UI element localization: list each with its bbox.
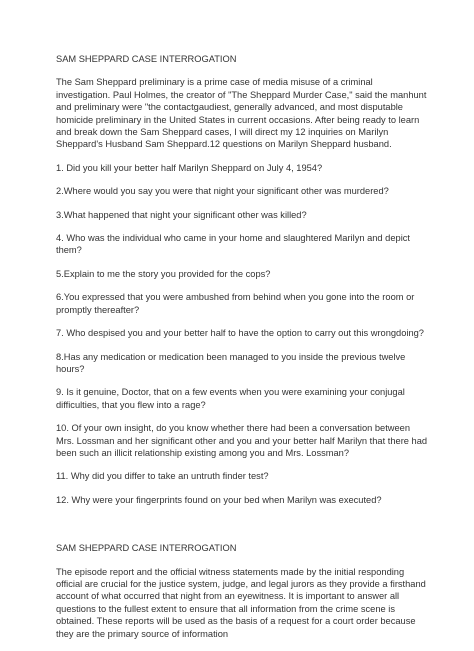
- question-10: 10. Of your own insight, do you know whether there had been a conversation between Mrs. Lossman and her significant other and you and your better half Marilyn that there had been such an illicit relationship existing among you and Mrs. Lossman?: [56, 423, 428, 458]
- question-5: 5.Explain to me the story you provided for the cops?: [56, 268, 271, 279]
- question-8: 8.Has any medication or medication been managed to you inside the previous twelve hours?: [56, 351, 406, 374]
- section2-heading: SAM SHEPPARD CASE INTERROGATION: [56, 543, 237, 554]
- question-list: [56, 162, 428, 506]
- question-7: 7. Who despised you and your better half to have the option to carry out this wrongdoing?: [56, 328, 424, 339]
- question-11: 11. Why did you differ to take an untruth finder test?: [56, 471, 269, 482]
- section1-heading: SAM SHEPPARD CASE INTERROGATION: [56, 54, 237, 64]
- section1-intro-paragraph: The Sam Sheppard preliminary is a prime case of media misuse of a criminal investigation. Paul Holmes, the creator of "The Sheppard Murder Case," said the manhunt and preliminary were "the contactgaudiest, generally advanced, and most disputable homicide preliminary in the United States in current occasions. After being ready to learn and break down the Sam Sheppard cases, I will direct my 12 inquiries on Marilyn Sheppard's Husband Sam Sheppard.12 questions on Marilyn Sheppard husband.: [56, 77, 427, 150]
- question-3: 3.What happened that night your significant other was killed?: [56, 209, 307, 220]
- question-9: 9. Is it genuine, Doctor, that on a few events when you were examining your conjugal difficulties, that you flew into a rage?: [56, 387, 405, 410]
- document-content: [56, 53, 428, 651]
- question-2: 2.Where would you say you were that night your significant other was murdered?: [56, 186, 389, 197]
- question-4: 4. Who was the individual who came in your home and slaughtered Marilyn and depict them?: [56, 233, 410, 256]
- question-1: 1. Did you kill your better half Marilyn Sheppard on July 4, 1954?: [56, 162, 323, 173]
- question-6: 6.You expressed that you were ambushed from behind when you gone into the room or promptly thereafter?: [56, 292, 415, 315]
- question-12: 12. Why were your fingerprints found on your bed when Marilyn was executed?: [56, 494, 382, 505]
- section2-body-paragraph: The episode report and the official witness statements made by the initial responding official are crucial for the justice system, judge, and legal jurors as they provide a firsthand account of what occurred that night from an eyewitness. It is important to answer all questions to the fullest extent to ensure that all information from the crime scene is obtained. These reports will be used as the basis of a request for a court order because they are the primary source of information: [56, 566, 426, 639]
